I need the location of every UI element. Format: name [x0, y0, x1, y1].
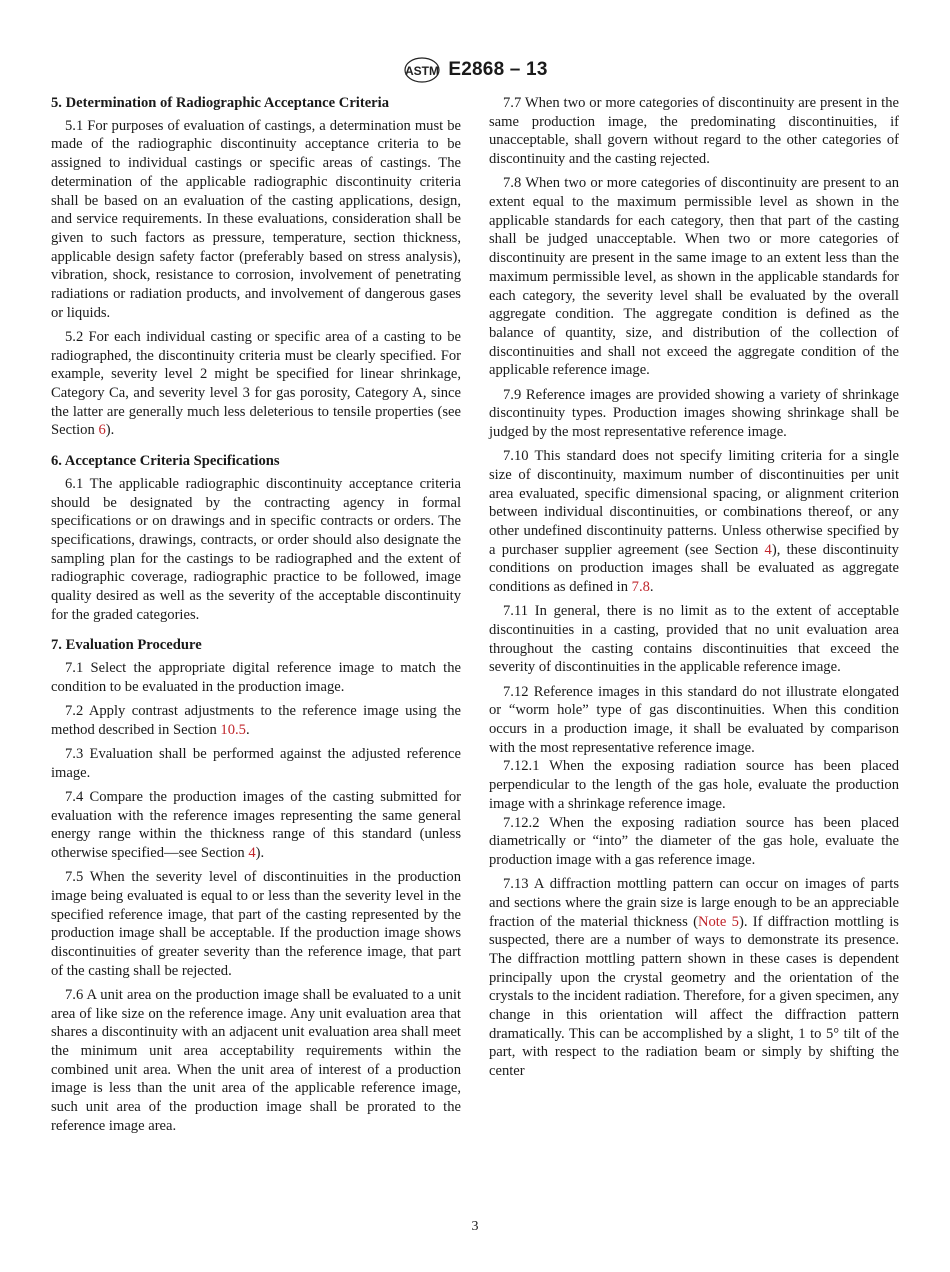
paragraph: [51, 475, 461, 625]
paragraph: [51, 788, 461, 863]
paragraph-text: 7.11 In general, there is no limit as to the extent of acceptable discontinuities in a casting, provided that no unit evaluation area throughout the casting contains discontinuities that exceed the severity of discontinuities in the applicable reference image.: [489, 603, 899, 676]
paragraph: [489, 447, 899, 597]
paragraph-text: 5.1 For purposes of evaluation of castings, a determination must be made of the radiographic discontinuity acceptance criteria to be assigned to individual castings or specific areas of castings. The determination of the applicable radiographic discontinuity criteria shall be based on an evaluation of the casting applications, design, and service requirements. In these evaluations, consideration shall be given to such factors as pressure, temperature, section thickness, applicable design safety factor (preferably based on stress analysis), vibration, shock, resistance to corrosion, involvement of penetrating radiations or radiation products, and involvement of dangerous gases or liquids.: [51, 117, 461, 321]
paragraph: [51, 745, 461, 782]
paragraph-text: 7.13 A diffraction mottling pattern can occur on images of parts and sections where the grain size is large enough to be an appreciable fraction of the material thickness (: [489, 876, 899, 930]
paragraph-text: 7.8 When two or more categories of discontinuity are present to an extent equal to the maximum permissible level as shown in the applicable standards for each category, then that part of the casting shall be judged unacceptable. When two or more categories of discontinuity are present in the same image to an extent less than the maximum permissible level, as shown in the applicable standards for each category, the severity level shall be evaluated by the overall aggregate condition. The aggregate condition is defined as the balance of quantity, size, and distribution of the collection of discontinuities and shall not exceed the aggregate condition of the applicable reference image.: [489, 175, 899, 379]
paragraph-text: 7.7 When two or more categories of discontinuity are present in the same production image, the predominating discontinuities, if unacceptable, shall govern without regard to the other categories of discontinuity and the casting rejected.: [489, 95, 899, 168]
paragraph-text: 7.12 Reference images in this standard do not illustrate elongated or “worm hole” type of gas discontinuities. When this condition occurs in a production image, it shall be evaluated by comparison with the most representative reference image.: [489, 683, 899, 756]
paragraph: [489, 602, 899, 677]
paragraph: [489, 174, 899, 380]
paragraph-text: 7.9 Reference images are provided showing a variety of shrinkage discontinuity types. Production images showing shrinkage shall be judged by the most representative reference image.: [489, 386, 899, 440]
paragraph-text: 7.1 Select the appropriate digital reference image to match the condition to be evaluated in the production image.: [51, 660, 461, 695]
cross-reference-link[interactable]: 4: [764, 541, 772, 558]
paragraph-text: ).: [105, 422, 115, 439]
paragraph: [51, 702, 461, 739]
page-number: 3: [471, 1219, 479, 1234]
paragraph-text: 7.12.1 When the exposing radiation source has been placed perpendicular to the length of the gas hole, evaluate the production image with a shrinkage reference image.: [489, 758, 899, 812]
section-heading: 6. Acceptance Criteria Specifications: [51, 453, 280, 470]
paragraph-text: 6.1 The applicable radiographic discontinuity acceptance criteria should be designated by the contracting agency in formal specifications or on drawings and in specific contracts or orders. The specifications, drawings, contracts, or order should also designate the sampling plan for the castings to be radiographed and the extent of radiographic coverage, radiographic practice to be followed, image quality desired as well as the severity of the acceptable discontinuity for the graded categories.: [51, 475, 461, 623]
paragraph: [489, 94, 899, 169]
cross-reference-link[interactable]: 10.5: [220, 721, 246, 738]
left-column: [51, 94, 461, 1141]
paragraph-text: .: [649, 579, 654, 596]
paragraph: [489, 875, 899, 1081]
page-header: [0, 56, 950, 84]
paragraph: [51, 117, 461, 323]
cross-reference-link[interactable]: 6: [98, 422, 106, 439]
cross-reference-link[interactable]: 7.8: [631, 579, 650, 596]
paragraph: [489, 814, 899, 870]
right-column: [489, 94, 899, 1086]
paragraph-text: .: [245, 721, 250, 738]
paragraph-text: 7.5 When the severity level of discontinuities in the production image being evaluated is equal to or less than the severity level in the specified reference image, that part of the casting represented by the production image shall be acceptable. If the production image shows discontinuities of greater severity than the reference image, that part of the casting shall be rejected.: [51, 869, 461, 979]
paragraph: [489, 757, 899, 813]
section-heading: 5. Determination of Radiographic Acceptance Criteria: [51, 95, 390, 111]
cross-reference-link[interactable]: Note 5: [697, 913, 739, 930]
paragraph: [51, 659, 461, 696]
document-id: E2868 – 13: [448, 59, 548, 80]
cross-reference-link[interactable]: 4: [248, 845, 256, 862]
paragraph-text: ), these discontinuity conditions on production images shall be evaluated as aggregate conditions as defined in: [489, 541, 899, 596]
paragraph: [51, 868, 461, 980]
section-heading: 7. Evaluation Procedure: [51, 637, 202, 654]
paragraph-text: 7.12.2 When the exposing radiation source has been placed diametrically or “into” the diameter of the gas hole, evaluate the production image with a gas reference image.: [489, 814, 899, 868]
paragraph-text: 7.3 Evaluation shall be performed against the adjusted reference image.: [51, 746, 461, 781]
paragraph-text: 7.2 Apply contrast adjustments to the reference image using the method described in Section: [51, 703, 461, 738]
paragraph-text: ).: [255, 845, 265, 862]
paragraph-text: 7.10 This standard does not specify limiting criteria for a single size of discontinuity, maximum number of discontinuities per unit area evaluated, specific dimensional spacing, or alignment criterion between individual discontinuities, or combinations thereof, or any other undefined discontinuity patterns. Unless otherwise specified by a purchaser supplier agreement (see Section: [489, 448, 899, 558]
paragraph-text: 7.4 Compare the production images of the casting submitted for evaluation with the reference images representing the same general energy range within the thickness range of this standard (unless otherwise specified—see Section: [51, 788, 461, 862]
paragraph-text: 5.2 For each individual casting or specific area of a casting to be radiographed, the discontinuity criteria must be clearly specified. For example, severity level 2 might be specified for linear shrinkage, Category Ca, and severity level 3 for gas porosity, Category A, since the latter are generally much less deleterious to tensile properties (see Section: [51, 328, 461, 439]
svg-text:ASTM: ASTM: [405, 64, 440, 78]
paragraph: [51, 328, 461, 440]
paragraph: [489, 386, 899, 442]
astm-logo-icon: [402, 56, 442, 84]
paragraph-text: ). If diffraction mottling is suspected, there are a number of ways to demonstrate its presence. The diffraction mottling pattern shown in these cases is dependent principally upon the crystal geometry and the orientation of the crystals to the incident radiation. Therefore, for a given specimen, any change in this orientation will affect the diffraction pattern dramatically. This can be accomplished by a slight, 1 to 5° tilt of the part, with respect to the radiation beam or simply by shifting the center: [489, 913, 899, 1080]
paragraph: [489, 683, 899, 758]
paragraph: [51, 986, 461, 1136]
paragraph-text: 7.6 A unit area on the production image shall be evaluated to a unit area of like size on the reference image. Any unit evaluation area that shares a discontinuity with an adjacent unit evaluation area shall meet the minimum unit area acceptability requirements within the combined unit area. When the unit area of interest of a production image is less than the unit area of the applicable reference image, such unit area of the production image shall be prorated to the reference image area.: [51, 986, 461, 1134]
